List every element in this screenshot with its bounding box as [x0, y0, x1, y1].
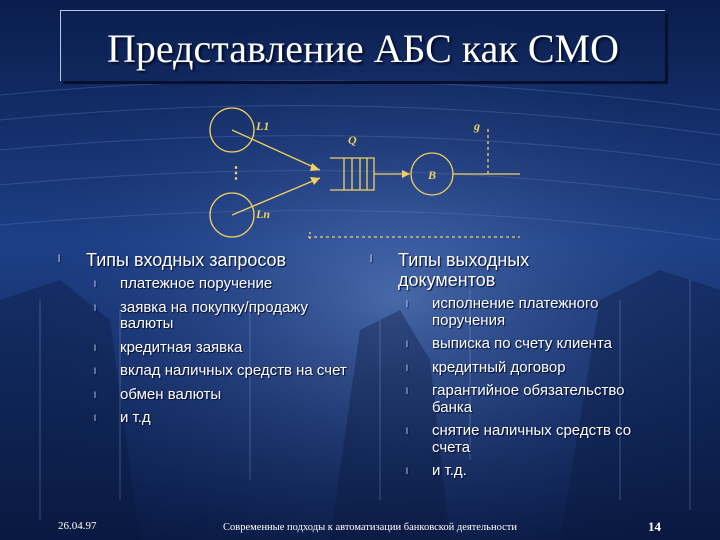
- output-documents-list: [370, 296, 675, 480]
- list-item: [406, 463, 675, 480]
- bullet-icon: l: [406, 466, 408, 476]
- bullet-icon: l: [94, 366, 96, 376]
- item-text: кредитная заявка: [120, 338, 243, 356]
- list-item: [94, 340, 358, 357]
- input-requests-list: [58, 276, 358, 427]
- item-text: и т.д.: [432, 462, 467, 479]
- list-item: [94, 276, 358, 293]
- bullet-icon: l: [406, 299, 408, 309]
- item-text: кредитный договор: [432, 358, 566, 376]
- bullet-icon: l: [94, 389, 96, 400]
- list-item: [406, 360, 675, 377]
- item-text: вклад наличных средств на счет: [120, 362, 347, 379]
- output-documents-heading: [370, 250, 675, 290]
- list-item: [406, 423, 675, 456]
- bullet-icon: l: [94, 279, 96, 289]
- list-item: [406, 296, 675, 329]
- output-documents-column: [370, 250, 675, 487]
- list-item: [406, 383, 675, 416]
- title-box: [60, 10, 665, 81]
- label-server: B: [428, 168, 437, 182]
- heading-text: Типы выходных документов: [398, 250, 530, 290]
- slide-title: Представление АБС как СМО: [107, 26, 619, 71]
- queue-system-diagram: [190, 100, 520, 240]
- input-requests-column: [58, 250, 358, 434]
- footer-date: 26.04.97: [58, 520, 97, 532]
- item-text: заявка на покупку/продажу валюты: [120, 298, 308, 332]
- arrow-l1: [232, 130, 320, 170]
- label-ln: Ln: [256, 207, 271, 221]
- label-queue: Q: [348, 133, 357, 147]
- bullet-icon: l: [406, 386, 408, 396]
- arrow-ln: [232, 178, 320, 215]
- list-item: [94, 363, 358, 380]
- bullet-icon: l: [58, 254, 61, 265]
- item-text: платежное поручение: [120, 275, 273, 292]
- list-item: [94, 300, 358, 333]
- bullet-icon: l: [406, 362, 408, 373]
- label-l1: L1: [256, 119, 270, 133]
- item-text: исполнение платежного поручения: [432, 295, 599, 329]
- page-number: 14: [648, 519, 661, 534]
- item-text: обмен валюты: [120, 385, 222, 403]
- ellipsis-sources: ⋮: [228, 165, 244, 182]
- bullet-icon: l: [94, 413, 96, 423]
- footer-caption: Современные подходы к автоматизации банковской деятельности: [223, 522, 517, 533]
- item-text: и т.д: [120, 409, 151, 426]
- list-item: [94, 410, 358, 427]
- item-text: гарантийное обязательство банка: [432, 382, 625, 416]
- bullet-icon: l: [370, 254, 373, 265]
- list-item: [406, 336, 675, 353]
- bullet-icon: l: [94, 302, 96, 313]
- input-requests-heading: [58, 250, 358, 270]
- bullet-icon: l: [406, 339, 408, 349]
- item-text: выписка по счету клиента: [432, 335, 613, 352]
- bullet-icon: l: [406, 426, 408, 436]
- label-output: g: [474, 119, 480, 133]
- heading-text: Типы входных запросов: [86, 250, 287, 270]
- list-item: [94, 387, 358, 404]
- bullet-icon: l: [94, 342, 96, 353]
- item-text: снятие наличных средств со счета: [432, 422, 632, 456]
